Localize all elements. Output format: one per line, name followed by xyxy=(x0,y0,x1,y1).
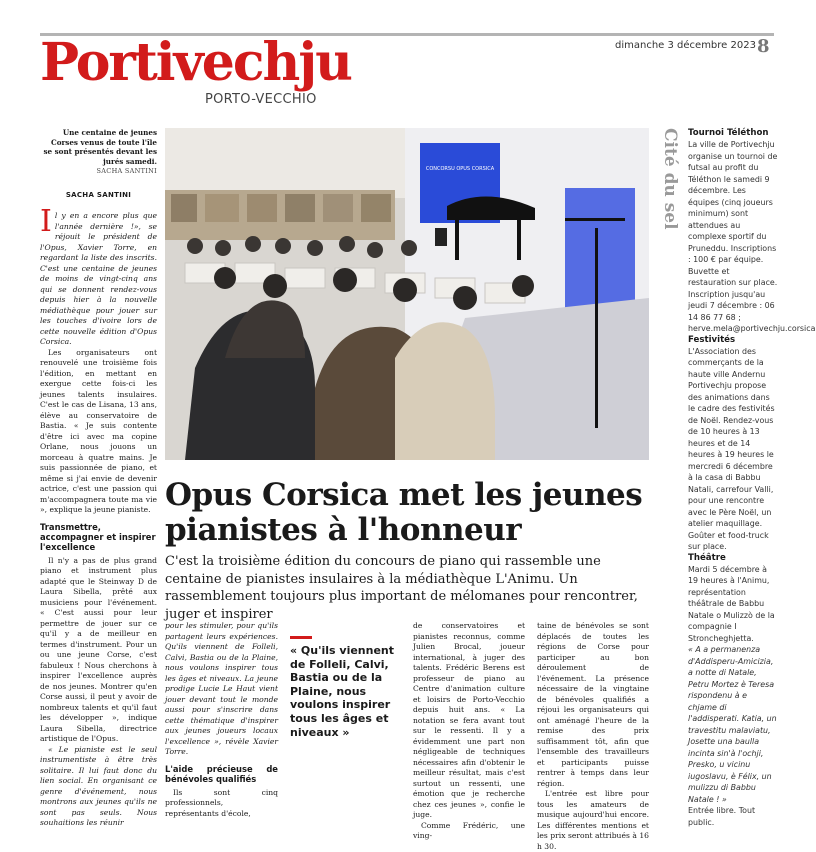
concert-photo-illustration xyxy=(165,128,649,460)
article-body xyxy=(40,348,157,516)
paragraph: Ils sont cinq professionnels, représentants d'école, xyxy=(165,787,278,818)
column-d xyxy=(537,621,649,852)
brief-text: La ville de Portivechju organise un tournoi de futsal au profit du Téléthon le samedi 9 décembre. Les équipes (cinq joueurs minimum) sont attendues au complexe sportif du Pruneddu. Inscriptions : 100 € par équipe. Buvette et restauration sur place. Inscription jusqu'au jeudi 7 décembre : 06 14 86 77 68 ; herve.mela@portivechju.corsica xyxy=(688,140,816,333)
subhead-transmettre: Transmettre, accompagner et inspirer l'excellence xyxy=(40,521,156,552)
photo-caption: Une centaine de jeunes Corses venus de toute l'île se sont présentés devant les jurés samedi. xyxy=(43,128,157,166)
article-body-2 xyxy=(40,556,157,829)
page-number: 8 xyxy=(757,36,770,57)
brief-title: Théâtre xyxy=(688,552,726,563)
paragraph: pour les stimuler, pour qu'ils partagent leurs expériences. Qu'ils viennent de Folleli, Calvi, Bastia ou de la Plaine, nous voulons inspirer tous les âges et niveaux. La jeune prodige Lucie Le Haut vient jouer devant tout le monde aussi pour s'inscrire dans cette thématique d'inspirer aux jeunes joueurs locaux l'excellence », révèle Xavier Torre. xyxy=(165,621,278,756)
paragraph: de conservatoires et pianistes reconnus, comme Julien Brocal, joueur international, à juger des talents. Frédéric Berens est professeur de piano au Centre d'animation culture et loisirs de Porto-Vecchio depuis huit ans. « La notation se fera avant tout sur le ressenti. Il y a évidemment une part non négligeable de techniques nécessaires afin d'obtenir le meilleur résultat, mais c'est surtout un ressenti, une émotion que je recherche chez ces jeunes », confie le juge. xyxy=(413,621,525,819)
newspaper-section-title: Portivechju xyxy=(40,32,351,93)
rail-label-text: Cité du sel xyxy=(660,128,680,230)
paragraph: Comme Frédéric, une ving- xyxy=(413,820,525,840)
paragraph: taine de bénévoles se sont déplacés de toutes les régions de Corse pour participer au bon déroulement de l'événement. La présence nécessaire de la vingtaine de bénévoles qualifiés a réjoui les organisateurs qui ont aménagé l'heure de la remise des prix suffisamment tôt, afin que l'ensemble des travailleurs et participants puisse rentrer à temps dans leur région. xyxy=(537,621,649,788)
screen-text: CONCORSU OPUS CORSICA xyxy=(425,166,495,172)
brief-footer: Entrée libre. Tout public. xyxy=(688,806,756,827)
dropcap: I xyxy=(40,204,52,240)
lead-text: l y en a encore plus que l'année dernière !», se réjouit le président de l'Opus, Xavier Torre, en regardant la liste des inscrits. C'est une centaine de jeunes de moins de vingt-cinq ans qui se donnent rendez-vous depuis hier à la nouvelle médiathèque pour jouer sur les touches d'ivoire lors de cette nouvelle édition d'Opus Corsica. xyxy=(40,211,157,347)
paragraph: « Le pianiste est le seul instrumentiste à être très solitaire. Il lui faut donc du lien social. En organisant ce genre d'événement, nous montrons aux jeunes qu'ils ne sont pas seuls. Nous souhaitions les réunir xyxy=(40,744,157,828)
pull-quote xyxy=(290,636,400,739)
pull-quote-text: « Qu'ils viennent de Folleli, Calvi, Bastia ou de la Plaine, nous voulons inspirer tous les âges et niveaux » xyxy=(290,644,395,739)
rail-label xyxy=(654,128,680,228)
masthead xyxy=(40,32,351,107)
byline: SACHA SANTINI xyxy=(65,191,132,200)
brief-title: Tournoi Téléthon xyxy=(688,128,769,138)
paragraph: Il n'y a pas de plus grand piano et instrument plus adapté que le Steinway D de Laura Sibella, prêté aux musiciens pour l'événement. « C'est aussi pour leur permettre de jouer sur ce qu'il y a de meilleur en termes d'instrument. Pour un ou une jeune Corse, c'est fabuleux ! Nous cherchons à inspirer l'excellence auprès de nos jeunes. Montrer qu'en Corse aussi, il peut y avoir de nombreux talents et qu'il faut les développer », indique Laura Sibella, directrice artistique de l'Opus. xyxy=(40,555,157,744)
article-photo xyxy=(165,128,649,460)
paragraph: L'entrée est libre pour tous les amateurs de musique aujourd'hui encore. Les différentes mentions et les prix seront attribués à 16 h 30. xyxy=(537,789,649,851)
brief-quote: « A a permanenza d'Addisperu-Amicizia, a notte di Natale, Petru Mortez è Teresa rispondenu à e chjame di l'addisperati. Katia, un travestitu malaviatu, Josette una baulla incinta sin'à l'ochji, Presko, u vicinu iugoslavu, è Félix, un mulizzu di Babbu Natale ! » xyxy=(688,645,777,804)
photo-credit: SACHA SANTINI xyxy=(96,167,157,176)
subhead-benevoles: L'aide précieuse de bénévoles qualifiés xyxy=(165,763,278,784)
article-standfirst: C'est la troisième édition du concours de piano qui rassemble une centaine de pianistes insulaires à la médiathèque L'Animu. Un rassemblement toujours plus important de mélomanes pour rencontrer, juger et inspirer xyxy=(165,554,638,622)
column-a xyxy=(165,621,278,819)
brief-text: L'Association des commerçants de la haute ville Andernu Portivechju propose des animations dans le cadre des festivités de Noël. Rendez-vous de 10 heures à 13 heures et de 14 heures à 19 heures le mercredi 6 décembre à la casa di Babbu Natali, carrefour Valli, pour une rencontre avec le Père Noël, un atelier maquillage. Goûter et food-truck sur place. xyxy=(688,346,775,551)
issue-date: dimanche 3 décembre 2023 xyxy=(615,40,756,51)
brief-text: Mardi 5 décembre à 19 heures à l'Animu, représentation théâtrale de Babbu Natale o Mulizzò de la compagnie I Stroncheghjetta. xyxy=(688,564,775,643)
paragraph: Les organisateurs ont renouvelé une troisième fois l'édition, en mettant en exergue cette fois-ci les jeunes talents insulaires. C'est le cas de Lisana, 13 ans, élève au conservatoire de Bastia. « Je suis contente d'être ici avec ma copine Orlane, nous jouons un morceau à quatre mains. Je suis passionnée de piano, et même si j'ai envie de devenir actrice, c'est une passion qui m'accompagnera toute ma vie », explique la jeune pianiste. xyxy=(40,347,157,515)
article-lead xyxy=(40,204,157,348)
column-c xyxy=(413,621,525,842)
brief-title: Festivités xyxy=(688,334,736,345)
brief-rail xyxy=(688,128,816,828)
article-headline: Opus Corsica met les jeunes pianistes à l'honneur xyxy=(165,477,643,548)
pull-quote-bar xyxy=(290,636,312,639)
section-subtitle: PORTO-VECCHIO xyxy=(205,92,317,107)
left-column xyxy=(40,128,157,829)
